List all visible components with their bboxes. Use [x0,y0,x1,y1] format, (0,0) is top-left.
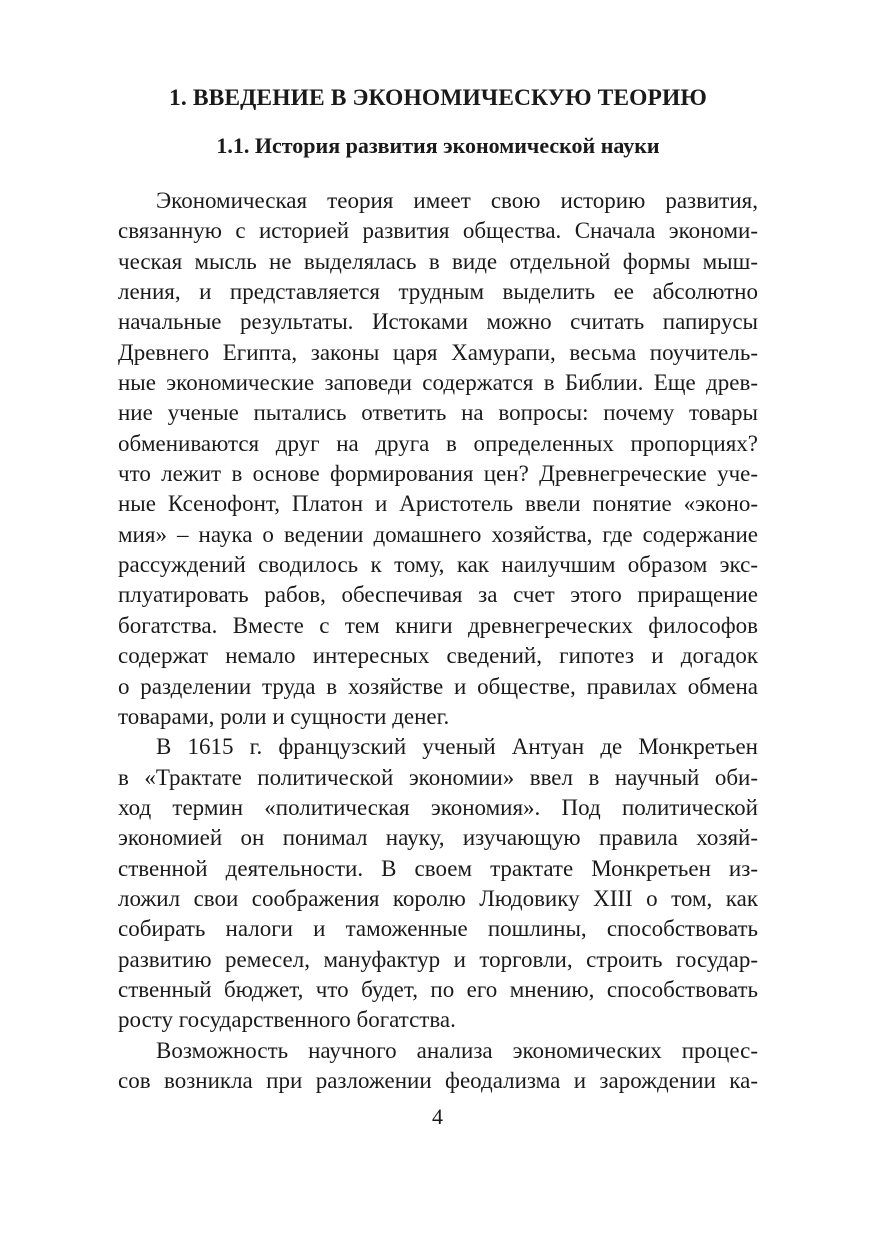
text-line: товарами, роли и сущности денег. [118,703,450,729]
text-line: Древнего Египта, законы царя Хамурапи, весьма поучитель- [118,339,758,365]
text-line: что лежит в основе формирования цен? Древнегреческие уче- [118,461,758,487]
text-line: ческая мысль не выделялась в виде отдельной формы мыш- [118,248,758,274]
paragraph-1 [118,186,758,732]
chapter-title: 1. ВВЕДЕНИЕ В ЭКОНОМИЧЕСКУЮ ТЕОРИЮ [169,85,707,111]
text-line: о разделении труда в хозяйстве и обществе, правилах обмена [118,673,758,699]
text-line: В 1615 г. французский ученый Антуан де Монкретьен [156,734,758,760]
text-line: ные экономические заповеди содержатся в Библии. Еще древ- [118,370,758,396]
text-line: ственный бюджет, что будет, по его мнению, способствовать [118,976,758,1002]
text-line: рассуждений сводилось к тому, как наилучшим образом экс- [118,552,758,578]
text-line: богатства. Вместе с тем книги древнегреческих философов [118,612,758,638]
text-line: собирать налоги и таможенные пошлины, способствовать [118,916,758,942]
paragraph-2 [118,732,758,1035]
document-page [118,80,758,1096]
body-text [118,186,758,1096]
text-line: ложил свои соображения королю Людовику XIII о том, как [118,885,758,911]
text-line: ние ученые пытались ответить на вопросы: почему товары [118,400,758,426]
text-line: содержат немало интересных сведений, гипотез и догадок [118,643,758,669]
text-line: связанную с историей развития общества. Сначала экономи- [118,218,758,244]
section-title: 1.1. История развития экономической науки [216,133,660,158]
text-line: плуатировать рабов, обеспечивая за счет этого приращение [118,582,758,608]
text-line: ственной деятельности. В своем трактате Монкретьен из- [118,855,758,881]
text-line: экономией он понимал науку, изучающую правила хозяй- [118,825,758,851]
paragraph-3 [118,1036,758,1097]
text-line: сов возникла при разложении феодализма и зарождении ка- [118,1067,758,1093]
text-line: Экономическая теория имеет свою историю развития, [156,188,758,213]
text-line: мия» – наука о ведении домашнего хозяйства, где содержание [118,521,758,547]
text-line: начальные результаты. Истоками можно считать папирусы [118,309,758,335]
page-number: 4 [432,1104,443,1129]
text-line: развитию ремесел, мануфактур и торговли, строить государ- [118,946,758,972]
text-line: ления, и представляется трудным выделить ее абсолютно [118,279,758,305]
text-line: в «Трактате политической экономии» ввел в научный оби- [118,764,758,790]
text-line: росту государственного богатства. [118,1007,456,1033]
text-line: обмениваются друг на друга в определенных пропорциях? [118,430,758,456]
text-line: ход термин «политическая экономия». Под политической [118,794,758,820]
text-line: Возможность научного анализа экономических процес- [156,1037,758,1063]
text-line: ные Ксенофонт, Платон и Аристотель ввели понятие «эконо- [118,491,758,517]
